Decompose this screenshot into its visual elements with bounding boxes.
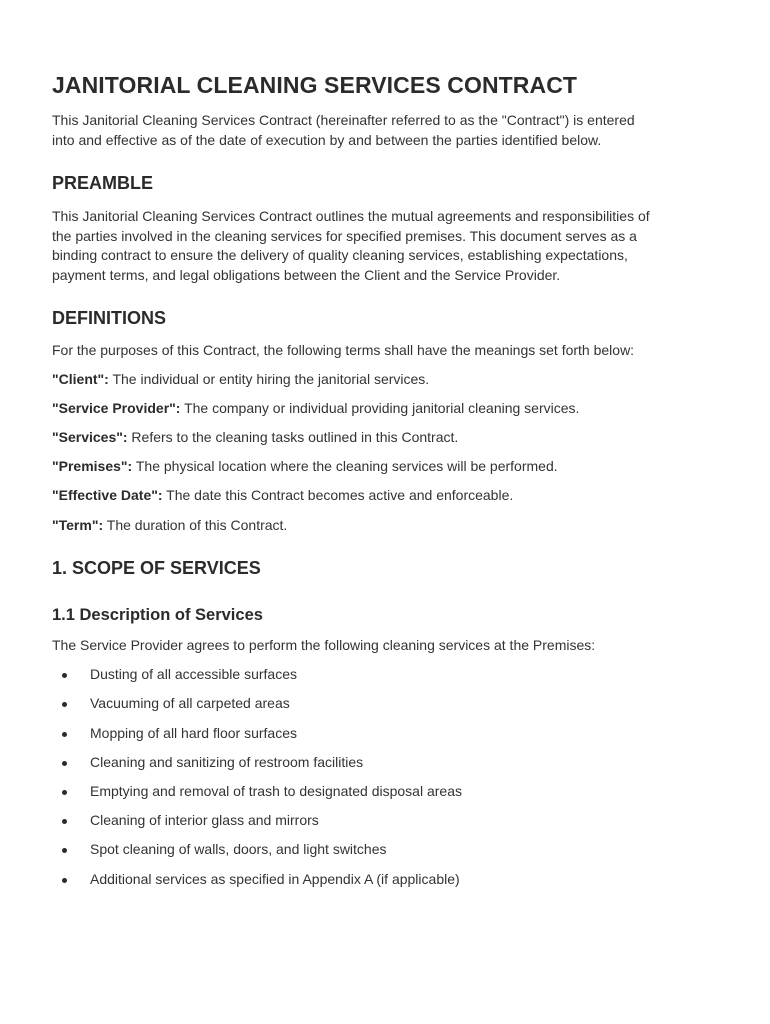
list-item [52, 753, 720, 773]
definition-item [52, 457, 720, 477]
definition-item [52, 399, 720, 419]
list-item [52, 870, 720, 890]
definition-term: "Services": [52, 429, 128, 446]
list-item-text: Mopping of all hard floor surfaces [90, 724, 297, 741]
definition-term: "Effective Date": [52, 487, 163, 504]
definition-term: "Client": [52, 371, 109, 388]
preamble-heading: PREAMBLE [52, 173, 154, 193]
list-item [52, 665, 720, 685]
list-item [52, 840, 720, 860]
list-item-text: Emptying and removal of trash to designated disposal areas [90, 783, 462, 799]
bullet-icon [62, 732, 67, 737]
list-item [52, 694, 720, 714]
definition-item [52, 516, 720, 536]
bullet-icon [62, 819, 67, 824]
definition-text: The individual or entity hiring the janitorial services. [108, 371, 430, 388]
preamble-paragraph [52, 207, 720, 285]
bullet-icon [62, 702, 67, 707]
definition-term: "Premises": [52, 458, 133, 475]
list-item-text: Dusting of all accessible surfaces [90, 666, 297, 683]
intro-line: into and effective as of the date of execution by and between the parties identified below. [52, 131, 602, 148]
list-item-text: Cleaning of interior glass and mirrors [90, 812, 319, 829]
definition-term: "Term": [52, 516, 104, 533]
description-subheading: 1.1 Description of Services [52, 606, 263, 625]
definition-item [52, 428, 720, 448]
bullet-icon [62, 878, 67, 883]
preamble-line: payment terms, and legal obligations between the Client and the Service Provider. [52, 266, 561, 283]
list-item-text: Vacuuming of all carpeted areas [90, 695, 290, 712]
bullet-icon [62, 673, 67, 678]
preamble-line: the parties involved in the cleaning services for specified premises. This document serves as a [52, 227, 637, 244]
intro-line: This Janitorial Cleaning Services Contract (hereinafter referred to as the "Contract") is entered [52, 112, 635, 128]
definition-term: "Service Provider": [52, 400, 181, 417]
definition-item [52, 486, 720, 506]
bullet-icon [62, 761, 67, 766]
definition-text: The date this Contract becomes active and enforceable. [162, 487, 514, 504]
document-title: JANITORIAL CLEANING SERVICES CONTRACT [52, 72, 578, 98]
list-item [52, 811, 720, 831]
list-item [52, 724, 720, 744]
definition-item [52, 370, 720, 390]
list-item [52, 782, 720, 802]
bullet-icon [62, 848, 67, 853]
scope-heading: 1. SCOPE OF SERVICES [52, 558, 261, 579]
list-item-text: Cleaning and sanitizing of restroom facilities [90, 753, 364, 770]
list-item-text: Additional services as specified in Appendix A (if applicable) [90, 870, 460, 887]
list-item-text: Spot cleaning of walls, doors, and light switches [90, 841, 387, 858]
services-list [52, 665, 720, 889]
intro-paragraph [52, 111, 720, 150]
preamble-line: This Janitorial Cleaning Services Contract outlines the mutual agreements and responsibilities of [52, 208, 650, 224]
definition-text: The duration of this Contract. [103, 516, 288, 533]
definition-text: Refers to the cleaning tasks outlined in this Contract. [127, 429, 459, 446]
definitions-intro: For the purposes of this Contract, the following terms shall have the meanings set forth below: [52, 342, 635, 358]
definition-text: The physical location where the cleaning services will be performed. [132, 458, 558, 475]
preamble-line: binding contract to ensure the delivery of quality cleaning services, establishing expectations, [52, 247, 628, 263]
definition-text: The company or individual providing janitorial cleaning services. [180, 400, 580, 417]
definitions-heading: DEFINITIONS [52, 308, 167, 328]
bullet-icon [62, 790, 67, 795]
scope-intro: The Service Provider agrees to perform the following cleaning services at the Premises: [52, 637, 596, 654]
